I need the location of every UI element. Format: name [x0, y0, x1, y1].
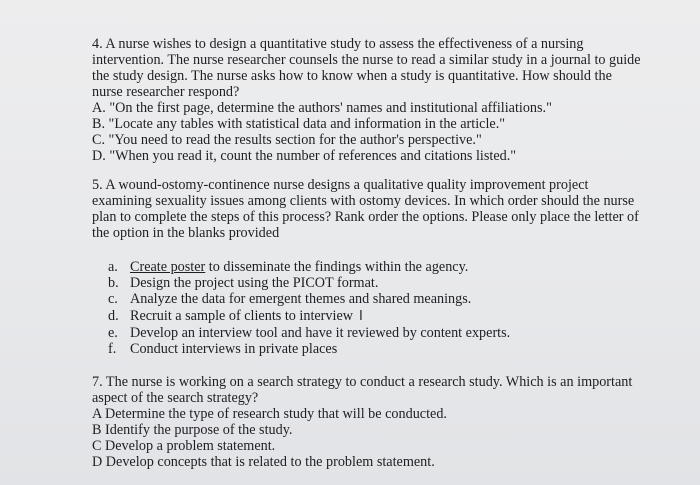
- question-4-line: the study design. The nurse asks how to know when a study is quantitative. How should the: [92, 68, 612, 84]
- question-7-line: 7. The nurse is working on a search strategy to conduct a research study. Which is an important: [92, 374, 633, 390]
- option-text: to disseminate the findings within the agency.: [205, 259, 469, 275]
- option-text: Analyze the data for emergent themes and shared meanings.: [130, 291, 472, 308]
- question-4-option-d: D. "When you read it, count the number of references and citations listed.": [92, 148, 517, 164]
- list-item: [108, 308, 588, 325]
- question-5-line: 5. A wound-ostomy-continence nurse designs a qualitative quality improvement project: [92, 177, 589, 193]
- list-item: [108, 275, 588, 291]
- list-item: [108, 325, 588, 341]
- option-letter: a.: [108, 259, 118, 275]
- question-5-options-list: [108, 259, 588, 357]
- list-item: [108, 291, 588, 307]
- option-text: Develop an interview tool and have it reviewed by content experts.: [130, 324, 511, 341]
- question-5-line: the option in the blanks provided: [92, 225, 280, 241]
- option-text: Recruit a sample of clients to interview: [130, 307, 353, 324]
- question-7-option-b: B Identify the purpose of the study.: [92, 422, 293, 438]
- question-7-option-a: A Determine the type of research study that will be conducted.: [92, 406, 447, 422]
- question-5-line: plan to complete the steps of this process? Rank order the options. Please only place the letter of: [92, 209, 639, 225]
- list-item: [108, 341, 588, 357]
- question-5-line: examining sexuality issues among clients with ostomy devices. In which order should the nurse: [92, 193, 635, 209]
- question-4-line: nurse researcher respond?: [92, 84, 240, 100]
- question-4-option-a: A. "On the first page, determine the authors' names and institutional affiliations.": [92, 100, 552, 116]
- question-4: [92, 36, 672, 164]
- question-4-line: 4. A nurse wishes to design a quantitative study to assess the effectiveness of a nursing: [92, 36, 584, 52]
- text-cursor-icon: I: [359, 308, 363, 324]
- question-4-line: intervention. The nurse researcher counsels the nurse to read a similar study in a journal to guide: [92, 52, 641, 68]
- list-item: [108, 259, 588, 275]
- option-text: Design the project using the PICOT format.: [130, 275, 379, 292]
- option-letter: b.: [108, 275, 119, 292]
- option-letter: c.: [108, 291, 118, 308]
- question-7-line: aspect of the search strategy?: [92, 390, 259, 406]
- option-letter: e.: [108, 324, 118, 341]
- question-4-option-b: B. "Locate any tables with statistical data and information in the article.": [92, 116, 506, 132]
- question-7-option-c: C Develop a problem statement.: [92, 438, 276, 454]
- option-text: Conduct interviews in private places: [130, 341, 338, 358]
- question-7: [92, 374, 672, 470]
- option-underlined-text: Create poster: [130, 259, 206, 275]
- question-5: [92, 177, 672, 241]
- option-letter: d.: [108, 307, 119, 324]
- option-letter: f.: [108, 341, 117, 358]
- question-4-option-c: C. "You need to read the results section for the author's perspective.": [92, 132, 482, 148]
- question-7-option-d: D Develop concepts that is related to the problem statement.: [92, 454, 435, 470]
